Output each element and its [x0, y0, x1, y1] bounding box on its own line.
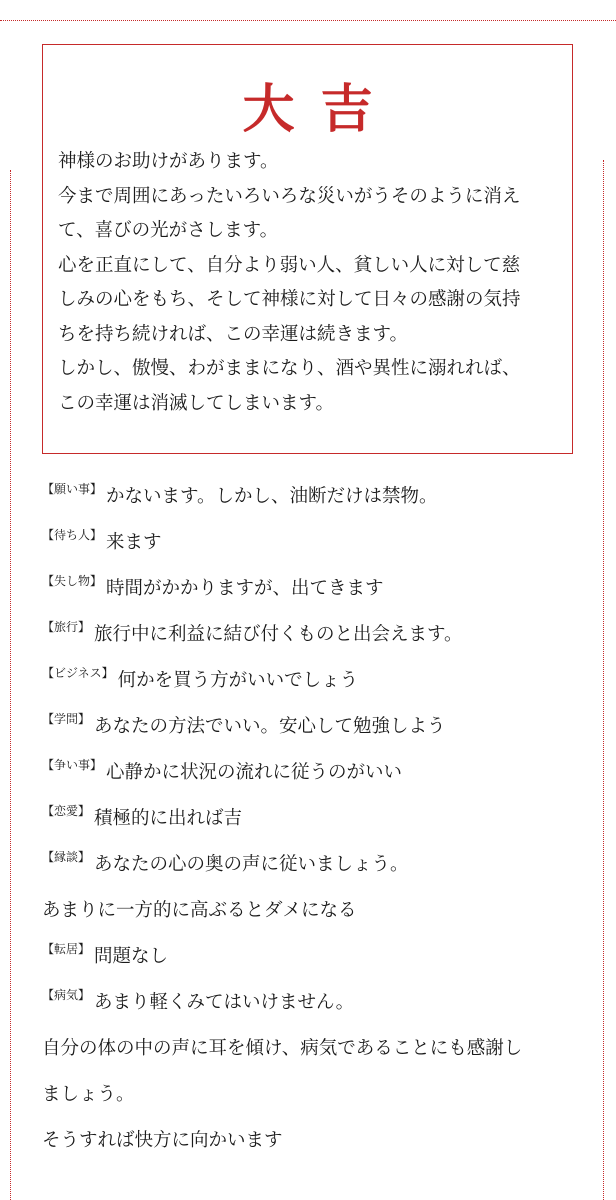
item-category-label: 【病気】 [42, 987, 91, 1002]
item-text: かないます。しかし、油断だけは禁物。 [106, 486, 438, 507]
item-text: ましょう。 [42, 1084, 135, 1105]
item-category-label: 【争い事】 [42, 757, 103, 772]
item-category-label: 【待ち人】 [42, 527, 103, 542]
item-text: そうすれば快方に向かいます [42, 1130, 283, 1151]
item-illness-continued [42, 1070, 602, 1116]
fortune-line: しかし、傲慢、わがままになり、酒や異性に溺れれば、 [58, 358, 521, 379]
item-category-label: 【転居】 [42, 941, 91, 956]
item-text: 時間がかかりますが、出てきます [106, 578, 384, 599]
item-category-label: 【願い事】 [42, 481, 103, 496]
fortune-items-list [42, 472, 602, 1162]
fortune-title: 大吉 [242, 79, 399, 140]
right-dotted-border [603, 160, 604, 1200]
item-business [42, 656, 602, 702]
item-category-label: 【恋愛】 [42, 803, 91, 818]
item-wish [42, 472, 602, 518]
item-text: 心静かに状況の流れに従うのがいい [106, 762, 403, 783]
fortune-line: この幸運は消滅してしまいます。 [58, 392, 335, 414]
item-text: 積極的に出れば吉 [94, 808, 243, 829]
item-awaited-person [42, 518, 602, 564]
fortune-line: 今まで周囲にあったいろいろな災いがうそのように消え [58, 185, 521, 207]
item-category-label: 【ビジネス】 [42, 665, 114, 680]
item-text: 自分の体の中の声に耳を傾け、病気であることにも感謝し [42, 1038, 523, 1059]
fortune-line: 神様のお助けがあります。 [58, 151, 279, 172]
fortune-description [58, 145, 563, 421]
item-marriage [42, 840, 602, 886]
item-category-label: 【旅行】 [42, 619, 91, 634]
item-category-label: 【学問】 [42, 711, 91, 726]
top-dotted-divider [0, 20, 616, 21]
fortune-line: ちを持ち続ければ、この幸運は続きます。 [58, 323, 409, 345]
item-text: 旅行中に利益に結び付くものと出会えます。 [94, 624, 463, 645]
fortune-box [42, 44, 573, 454]
item-lost-item [42, 564, 602, 610]
item-text: あなたの方法でいい。安心して勉強しよう [94, 716, 446, 737]
item-category-label: 【縁談】 [42, 849, 91, 864]
item-love [42, 794, 602, 840]
item-text: あまり軽くみてはいけません。 [94, 992, 355, 1013]
item-study [42, 702, 602, 748]
item-text: あなたの心の奥の声に従いましょう。 [94, 854, 409, 875]
item-illness-continued [42, 1116, 602, 1162]
item-illness-continued [42, 1024, 602, 1070]
item-dispute [42, 748, 602, 794]
item-illness [42, 978, 602, 1024]
item-text: 何かを買う方がいいでしょう [117, 670, 359, 691]
item-text: 問題なし [94, 946, 169, 967]
item-text: 来ます [106, 532, 162, 553]
item-marriage-continued [42, 886, 602, 932]
item-moving [42, 932, 602, 978]
item-text: あまりに一方的に高ぶるとダメになる [42, 900, 357, 921]
fortune-line: て、喜びの光がさします。 [58, 220, 279, 241]
fortune-line: 心を正直にして、自分より弱い人、貧しい人に対して慈 [58, 254, 521, 276]
item-category-label: 【失し物】 [42, 573, 103, 588]
fortune-line: しみの心をもち、そして神様に対して日々の感謝の気持 [58, 289, 521, 310]
left-dotted-border [10, 170, 11, 1200]
item-travel [42, 610, 602, 656]
